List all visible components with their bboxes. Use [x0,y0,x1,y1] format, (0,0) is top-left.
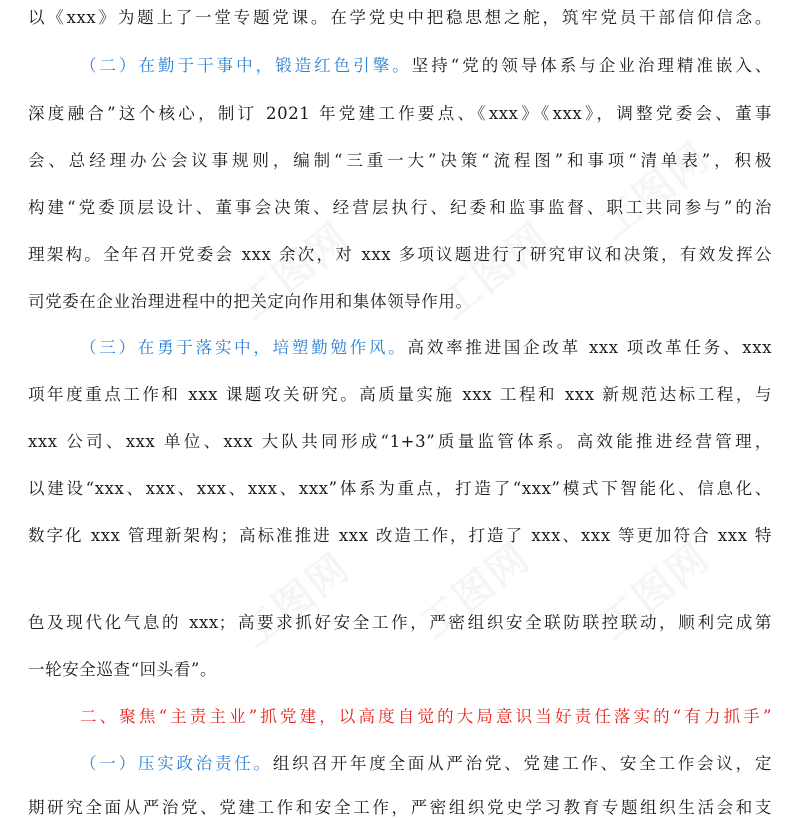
section-heading: 二、聚焦“主责主业”抓党建，以高度自觉的大局意识当好责任落实的“有力抓手” [80,707,772,726]
body-line: 理架构。全年召开党委会 xxx 余次，对 xxx 多项议题进行了研究审议和决策，有效发挥公 [28,245,772,264]
subheading-line [80,56,772,76]
body-text: 坚持“党的领导体系与企业治理精准嵌入、 [411,56,773,75]
body-text: 组织召开年度全面从严治党、党建工作、安全工作会议，定 [272,754,772,773]
body-line: 以《xxx》为题上了一堂专题党课。在学党史中把稳思想之舵，筑牢党员干部信仰信念。 [28,8,772,27]
watermark: 工图网 [231,214,359,329]
body-line: 会、总经理办公会议事规则，编制“三重一大”决策“流程图”和事项“清单表”，积极 [28,151,772,170]
body-line: 司党委在企业治理进程中的把关定向作用和集体领导作用。 [28,292,473,311]
body-line: 以建设“xxx、xxx、xxx、xxx、xxx”体系为重点，打造了“xxx”模式下智能化、信息化、 [28,479,772,498]
body-line: 一轮安全巡查“回头看”。 [28,660,218,679]
watermark: 工图网 [431,214,559,329]
body-line: 色及现代化气息的 xxx；高要求抓好安全工作，严密组织安全联防联控联动，顺利完成第 [28,613,772,632]
watermark: 工图网 [411,534,539,649]
subheading-line [80,338,772,358]
body-line: 构建“党委顶层设计、董事会决策、经营层执行、纪委和监事监督、职工共同参与”的治 [28,198,772,217]
body-line: 深度融合”这个核心，制订 2021 年党建工作要点、《xxx》《xxx》，调整党委会、董事 [28,104,772,123]
subheading-title: （三）在勇于落实中，培塑勤勉作风。 [80,338,408,357]
watermark: 工图网 [231,544,359,659]
body-line: xxx 公司、xxx 单位、xxx 大队共同形成“1+3”质量监管体系。高效能推进经营管理， [28,432,772,451]
body-line: 数字化 xxx 管理新架构；高标准推进 xxx 改造工作，打造了 xxx、xxx 等更加符合 xxx 特 [28,526,772,545]
subheading-line [80,754,772,774]
subheading-title: （一）压实政治责任。 [80,754,273,773]
body-line: 期研究全面从严治党、党建工作和安全工作，严密组织党史学习教育专题组织生活会和支 [28,798,772,817]
body-text: 高效率推进国企改革 xxx 项改革任务、xxx [407,338,773,357]
body-line: 项年度重点工作和 xxx 课题攻关研究。高质量实施 xxx 工程和 xxx 新规范达标工程，与 [28,385,772,404]
watermark: 工图网 [591,534,719,649]
watermark: 工图网 [591,134,719,249]
subheading-title: （二）在勤于干事中，锻造红色引擎。 [80,56,412,75]
